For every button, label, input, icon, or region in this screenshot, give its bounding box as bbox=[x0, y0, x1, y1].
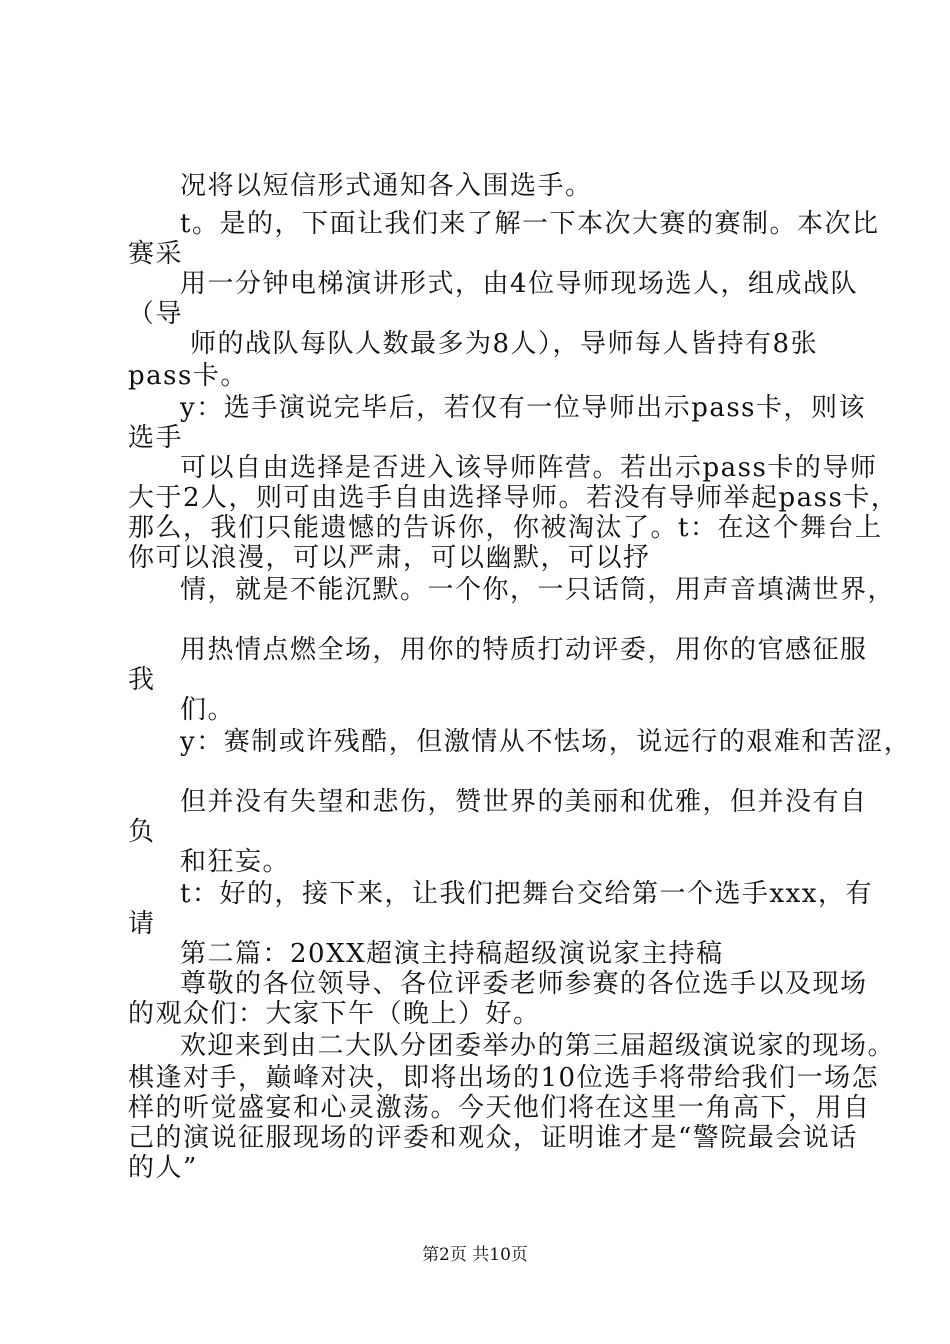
text-line: 用一分钟电梯演讲形式，由4位导师现场选人，组成战队 bbox=[180, 269, 859, 299]
text-line: 情，就是不能沉默。一个你，一只话筒，用声音填满世界， bbox=[180, 575, 896, 605]
text-line: 你可以浪漫，可以严肃，可以幽默，可以抒 bbox=[128, 543, 651, 573]
text-line: pass卡。 bbox=[128, 361, 248, 391]
text-line: 用热情点燃全场，用你的特质打动评委，用你的官感征服 bbox=[180, 635, 868, 665]
text-line: 样的听觉盛宴和心灵激荡。今天他们将在这里一角高下，用自 bbox=[128, 1093, 871, 1123]
text-line: 况将以短信形式通知各入围选手。 bbox=[180, 171, 593, 201]
text-line: 欢迎来到由二大队分团委举办的第三届超级演说家的现场。 bbox=[180, 1031, 896, 1061]
text-line: 师的战队每队人数最多为8人），导师每人皆持有8张 bbox=[190, 329, 819, 359]
text-line: 己的演说征服现场的评委和观众，证明谁才是“警院最会说话 bbox=[128, 1123, 858, 1153]
text-line: 尊敬的各位领导、各位评委老师参赛的各位选手以及现场 bbox=[180, 969, 868, 999]
text-line: （导 bbox=[128, 299, 184, 329]
section-heading: 第二篇：20XX超演主持稿超级演说家主持稿 bbox=[180, 939, 724, 969]
text-line: 负 bbox=[128, 817, 156, 847]
page-number-footer: 第2页 共10页 bbox=[422, 1245, 528, 1265]
text-line: 选手 bbox=[128, 423, 184, 453]
text-line: 和狂妄。 bbox=[180, 847, 291, 877]
text-line: 可以自由选择是否进入该导师阵营。若出示pass卡的导师 bbox=[180, 453, 878, 483]
text-line: 棋逢对手，巅峰对决，即将出场的10位选手将带给我们一场怎 bbox=[128, 1063, 880, 1093]
text-line: 那么，我们只能遗憾的告诉你，你被淘汰了。t：在这个舞台上 bbox=[128, 513, 883, 543]
text-line: 的观众们：大家下午（晚上）好。 bbox=[128, 999, 541, 1029]
text-line: 请 bbox=[128, 909, 156, 939]
text-line: 们。 bbox=[180, 695, 236, 725]
text-line: y：赛制或许残酷，但激情从不怯场，说远行的艰难和苦涩， bbox=[180, 727, 912, 757]
text-line: t。是的，下面让我们来了解一下本次大赛的赛制。本次比 bbox=[180, 209, 880, 239]
text-line: t：好的，接下来，让我们把舞台交给第一个选手xxx，有 bbox=[180, 879, 873, 909]
text-line: 但并没有失望和悲伤，赞世界的美丽和优雅，但并没有自 bbox=[180, 787, 868, 817]
text-line: 的人” bbox=[128, 1153, 198, 1183]
text-line: 赛采 bbox=[128, 239, 184, 269]
text-line: 大于2人，则可由选手自由选择导师。若没有导师举起pass卡， bbox=[128, 483, 899, 513]
text-line: 我 bbox=[128, 665, 156, 695]
text-line: y：选手演说完毕后，若仅有一位导师出示pass卡，则该 bbox=[180, 393, 867, 423]
